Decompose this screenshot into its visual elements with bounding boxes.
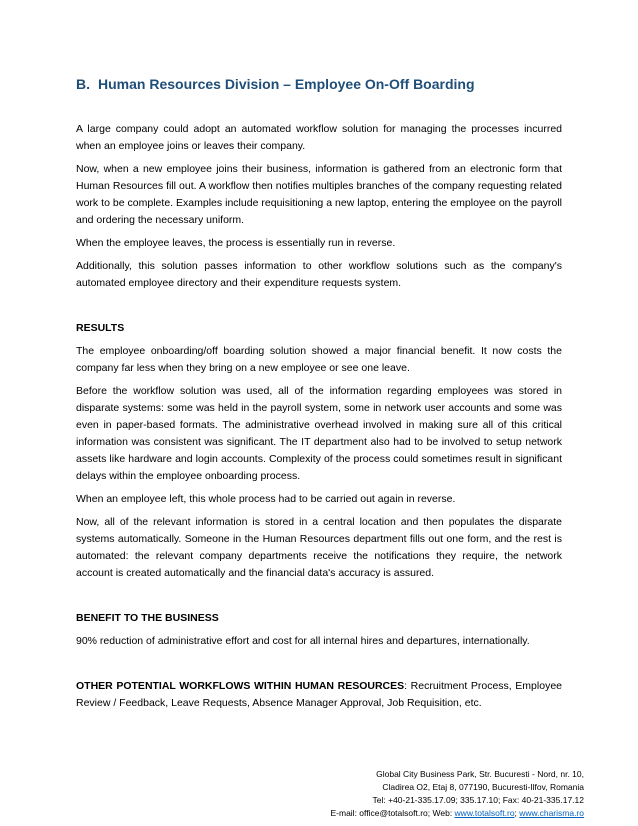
footer-address bbox=[330, 768, 584, 820]
results-paragraph: Before the workflow solution was used, all of the information regarding employees was stored in disparate systems: some was held in the payroll system, some in network user accounts and some was even in paper-based formats. The administrative overhead involved in making sure all of this critical information was consistent was significant. The IT department also had to be involved to setup network assets like hardware and login accounts. Complexity of the process could sometimes result in significant delays within the employee onboarding process. bbox=[76, 385, 562, 482]
footer-email: E-mail: office@totalsoft.ro; Web: bbox=[330, 808, 455, 818]
intro-paragraph: Now, when a new employee joins their business, information is gathered from an electronic form that Human Resources fill out. A workflow then notifies multiples branches of the company requesting related work to be complete. Examples include requisitioning a new laptop, entering the employee on the payroll and ordering the necessary uniform. bbox=[76, 163, 562, 226]
results-paragraph: The employee onboarding/off boarding solution showed a major financial benefit. It now costs the company far less when they bring on a new employee or see one leave. bbox=[76, 345, 562, 374]
intro-paragraph: Additionally, this solution passes information to other workflow solutions such as the company's automated employee directory and their expenditure requests system. bbox=[76, 260, 562, 289]
results-label: RESULTS bbox=[76, 322, 125, 334]
other-workflows-text: : Recruitment Process, Employee Review / Feedback, Leave Requests, Absence Manager Approval, Job Requisition, etc. bbox=[76, 680, 562, 709]
document-body bbox=[76, 121, 562, 718]
intro-paragraph: When the employee leaves, the process is essentially run in reverse. bbox=[76, 237, 396, 249]
section-title: Human Resources Division – Employee On-Off Boarding bbox=[98, 76, 475, 92]
section-heading bbox=[76, 76, 475, 92]
section-number: B. bbox=[76, 76, 90, 92]
footer-line: Global City Business Park, Str. Bucuresti - Nord, nr. 10, bbox=[376, 769, 584, 779]
intro-paragraph: A large company could adopt an automated workflow solution for managing the processes incurred when an employee joins or leaves their company. bbox=[76, 123, 562, 152]
results-paragraph: When an employee left, this whole process had to be carried out again in reverse. bbox=[76, 493, 456, 505]
totalsoft-link[interactable]: www.totalsoft.ro bbox=[454, 808, 515, 818]
results-paragraph: Now, all of the relevant information is stored in a central location and then populates the disparate systems automatically. Someone in the Human Resources department fills out one form, and the rest is automated: the relevant company departments receive the notifications they require, the network account is created automatically and the financial data's accuracy is assured. bbox=[76, 516, 562, 579]
footer-line: Tel: +40-21-335.17.09; 335.17.10; Fax: 40-21-335.17.12 bbox=[372, 795, 584, 805]
footer-contact-line: E-mail: office@totalsoft.ro; Web: www.totalsoft.ro; www.charisma.ro bbox=[330, 808, 584, 818]
benefit-text: 90% reduction of administrative effort and cost for all internal hires and departures, internationally. bbox=[76, 635, 530, 647]
other-workflows-paragraph bbox=[76, 678, 562, 712]
other-workflows-label: OTHER POTENTIAL WORKFLOWS WITHIN HUMAN RESOURCES bbox=[76, 680, 405, 692]
benefit-label: BENEFIT TO THE BUSINESS bbox=[76, 612, 219, 624]
footer-line: Cladirea O2, Etaj 8, 077190, Bucuresti-Ilfov, Romania bbox=[382, 782, 584, 792]
charisma-link[interactable]: www.charisma.ro bbox=[519, 808, 584, 818]
